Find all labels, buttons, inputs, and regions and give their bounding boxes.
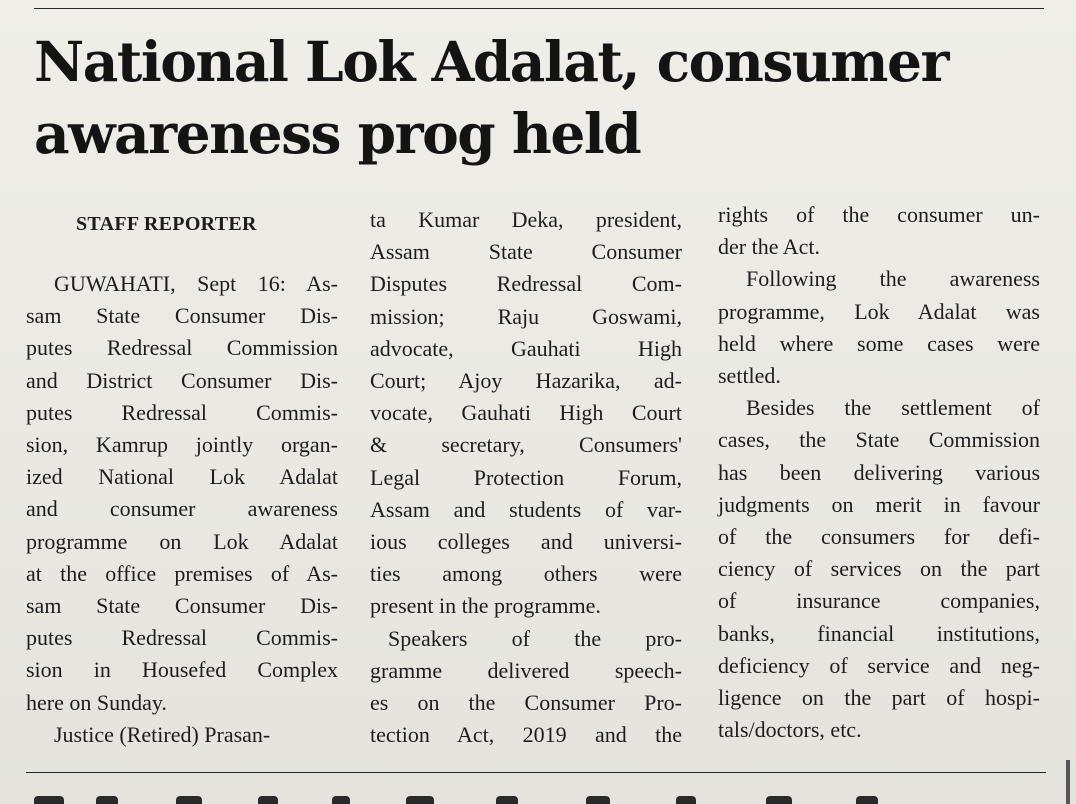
text-line: es on the Consumer Pro- bbox=[370, 690, 682, 716]
text-line: der the Act. bbox=[718, 234, 821, 260]
text-line: Assam State Consumer bbox=[370, 239, 682, 265]
text-line: Following the awareness bbox=[746, 266, 1040, 292]
text-line: & secretary, Consumers' bbox=[370, 432, 682, 458]
ink-fragment bbox=[96, 796, 118, 804]
text-line: ligence on the part of hospi- bbox=[718, 685, 1040, 711]
text-line: programme on Lok Adalat bbox=[26, 528, 338, 554]
ink-fragment bbox=[258, 796, 278, 804]
ink-fragment bbox=[406, 796, 434, 804]
text-line: sam State Consumer Dis- bbox=[26, 303, 338, 329]
text-line: tals/doctors, etc. bbox=[718, 717, 862, 743]
text-line: ized National Lok Adalat bbox=[26, 464, 338, 490]
text-line: advocate, Gauhati High bbox=[370, 335, 682, 361]
text-line: Court; Ajoy Hazarika, ad- bbox=[370, 368, 682, 394]
text-line: Justice (Retired) Prasan- bbox=[54, 721, 271, 747]
text-line: sion, Kamrup jointly organ- bbox=[26, 432, 338, 458]
text-line: rights of the consumer un- bbox=[718, 202, 1040, 227]
ink-fragment bbox=[586, 796, 610, 804]
ink-fragment bbox=[332, 796, 350, 804]
text-line: putes Redressal Commis- bbox=[26, 399, 338, 425]
text-line: and consumer awareness bbox=[26, 496, 338, 522]
headline-line-2: awareness prog held bbox=[34, 101, 641, 166]
text-line: gramme delivered speech- bbox=[370, 657, 682, 683]
text-line: vocate, Gauhati High Court bbox=[370, 400, 682, 426]
text-line: of insurance companies, bbox=[718, 588, 1040, 614]
text-line: held where some cases were bbox=[718, 330, 1040, 356]
text-line: putes Redressal Commission bbox=[26, 335, 338, 361]
headline-line-1: National Lok Adalat, consumer bbox=[34, 29, 948, 94]
text-line: banks, financial institutions, bbox=[718, 620, 1040, 646]
text-line: programme, Lok Adalat was bbox=[718, 298, 1040, 324]
column-2-text bbox=[370, 204, 682, 751]
text-line: Besides the settlement of bbox=[746, 395, 1040, 421]
text-line: tection Act, 2019 and the bbox=[370, 722, 682, 748]
bottom-rule bbox=[26, 772, 1046, 773]
text-line: deficiency of service and neg- bbox=[718, 652, 1040, 678]
text-line: sion in Housefed Complex bbox=[26, 657, 338, 683]
text-line: present in the programme. bbox=[370, 593, 601, 619]
text-line: settled. bbox=[718, 363, 781, 389]
next-article-fragment bbox=[26, 790, 1066, 804]
page-edge-mark bbox=[1066, 760, 1070, 804]
ink-fragment bbox=[176, 796, 202, 804]
ink-fragment bbox=[676, 796, 696, 804]
ink-fragment bbox=[496, 796, 518, 804]
text-line: judgments on merit in favour bbox=[718, 491, 1040, 517]
text-line: ties among others were bbox=[370, 561, 682, 587]
ink-fragment bbox=[34, 796, 64, 804]
ink-fragment bbox=[766, 796, 792, 804]
text-line: Disputes Redressal Com- bbox=[370, 271, 682, 297]
article-column-3 bbox=[718, 202, 1040, 746]
text-line: ious colleges and universi- bbox=[370, 529, 682, 555]
text-line: here on Sunday. bbox=[26, 689, 167, 715]
top-rule bbox=[34, 8, 1044, 9]
text-line: of the consumers for defi- bbox=[718, 524, 1040, 550]
column-1-text bbox=[26, 268, 338, 751]
text-line: sam State Consumer Dis- bbox=[26, 593, 338, 619]
text-line: GUWAHATI, Sept 16: As- bbox=[54, 271, 338, 296]
byline: STAFF REPORTER bbox=[76, 213, 257, 235]
article-column-1 bbox=[26, 202, 338, 751]
text-line: Legal Protection Forum, bbox=[370, 464, 682, 490]
headline bbox=[34, 26, 1034, 170]
text-line: has been delivering various bbox=[718, 459, 1040, 485]
text-line: Assam and students of var- bbox=[370, 496, 682, 522]
text-line: Speakers of the pro- bbox=[388, 625, 682, 651]
text-line: cases, the State Commission bbox=[718, 427, 1040, 453]
text-line: ta Kumar Deka, president, bbox=[370, 207, 682, 232]
text-line: ciency of services on the part bbox=[718, 556, 1040, 582]
text-line: at the office premises of As- bbox=[26, 560, 338, 586]
text-line: and District Consumer Dis- bbox=[26, 367, 338, 393]
text-line: putes Redressal Commis- bbox=[26, 625, 338, 651]
ink-fragment bbox=[856, 796, 878, 804]
article-column-2 bbox=[370, 202, 682, 751]
text-line: mission; Raju Goswami, bbox=[370, 303, 682, 329]
column-3-text bbox=[718, 199, 1040, 746]
